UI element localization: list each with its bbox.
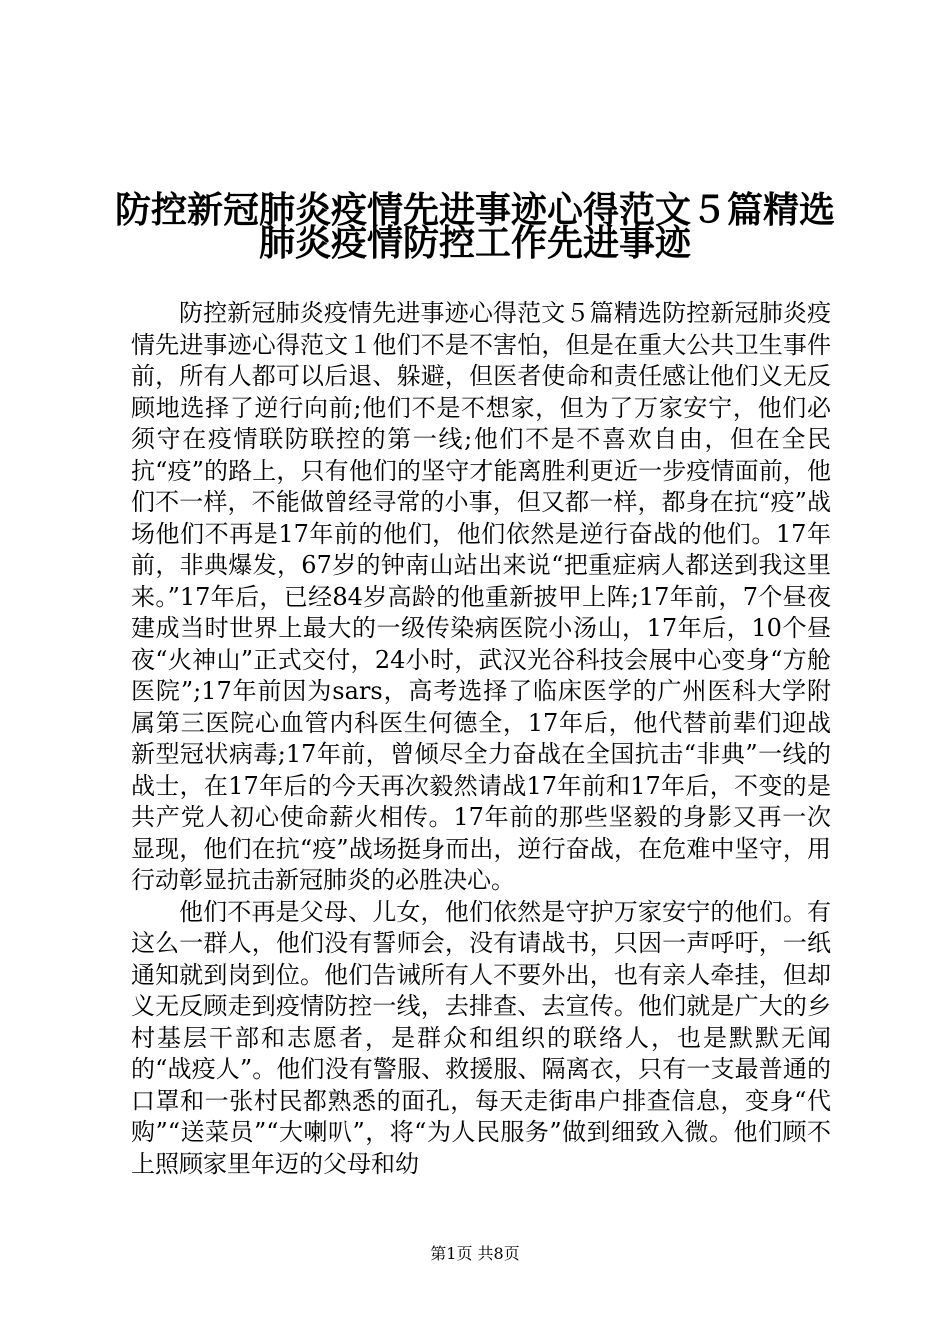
body-paragraph: 他们不再是父母、儿女，他们依然是守护万家安宁的他们。有这么一群人，他们没有誓师会，没有请战书，只因一声呼吁，一纸通知就到岗到位。他们告诫所有人不要外出，也有亲人牵挂，但却义无反顾走到疫情防控一线，去排查、去宣传。他们就是广大的乡村基层干部和志愿者，是群众和组织的联络人，也是默默无闻的“战疫人”。他们没有警服、救援服、隔离衣，只有一支最普通的口罩和一张村民都熟悉的面孔，每天走街串户排查信息，变身“代购”“送菜员”“大喇叭”，将“为人民服务”做到细致入微。他们顾不上照顾家里年迈的父母和幼 <box>131 897 831 1178</box>
body-paragraph: 防控新冠肺炎疫情先进事迹心得范文５篇精选防控新冠肺炎疫情先进事迹心得范文１他们不是不害怕，但是在重大公共卫生事件前，所有人都可以后退、躲避，但医者使命和责任感让他们义无反顾地选择了逆行向前;他们不是不想家，但为了万家安宁，他们必须守在疫情联防联控的第一线;他们不是不喜欢自由，但在全民抗“疫”的路上，只有他们的坚守才能离胜利更近一步疫情面前，他们不一样，不能做曾经寻常的小事，但又都一样，都身在抗“疫”战场他们不再是17年前的他们，他们依然是逆行奋战的他们。17年前，非典爆发，67岁的钟南山站出来说“把重症病人都送到我这里来。”17年后，已经84岁高龄的他重新披甲上阵;17年前，7个昼夜建成当时世界上最大的一级传染病医院小汤山，17年后，10个昼夜“火神山”正式交付，24小时，武汉光谷科技会展中心变身“方舱医院”;17年前因为sars，高考选择了临床医学的广州医科大学附属第三医院心血管内科医生何德全，17年后，他代替前辈们迎战新型冠状病毒;17年前，曾倾尽全力奋战在全国抗击“非典”一线的战士，在17年后的今天再次毅然请战17年前和17年后，不变的是共产党人初心使命薪火相传。17年前的那些坚毅的身影又再一次显现，他们在抗“疫”战场挺身而出，逆行奋战，在危难中坚守，用行动彰显抗击新冠肺炎的必胜决心。 <box>131 299 831 894</box>
document-body <box>131 298 831 1180</box>
document-title: 防控新冠肺炎疫情先进事迹心得范文５篇精选 <box>114 189 835 231</box>
document-subtitle: 肺炎疫情防控工作先进事迹 <box>258 222 691 264</box>
page-footer: 第1页 共8页 <box>430 1244 520 1263</box>
